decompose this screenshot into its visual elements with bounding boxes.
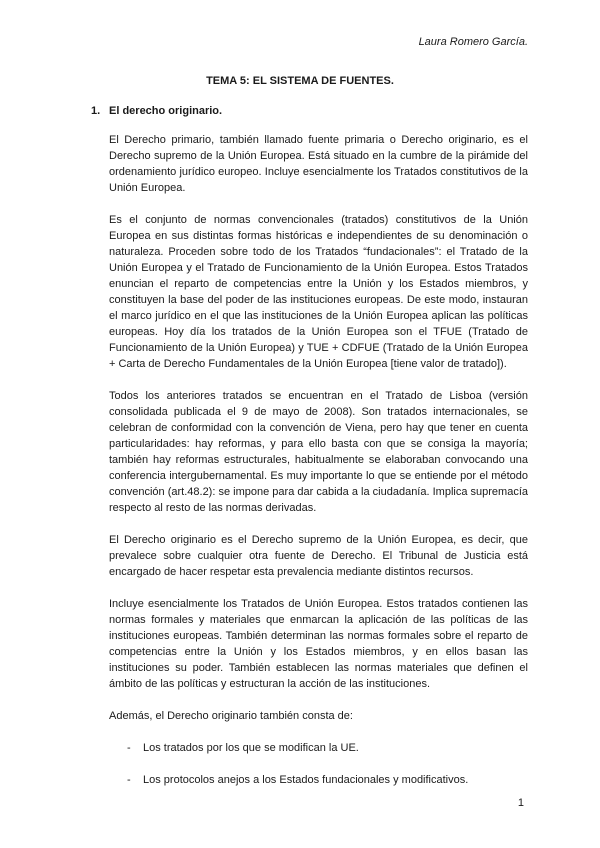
paragraph-derecho-primario: El Derecho primario, también llamado fuente primaria o Derecho originario, es el Derecho supremo de la Unión Europea. Está situado en la cumbre de la pirámide del ordenamiento jurídico europeo. Incluye esencialmente los Tratados constitutivos de la Unión Europea. [109, 134, 528, 194]
paragraph-normas-convencionales: Es el conjunto de normas convencionales (tratados) constitutivos de la Unión Europea en sus distintas formas históricas e independientes de su denominación o naturaleza. Proceden sobre todo de los Tratados “fundacionales”: el Tratado de la Unión Europea y el Tratado de Funcionamiento de la Unión Europea. Estos Tratados enuncian el reparto de competencias entre la Unión y los Estados miembros, y constituyen la base del poder de las instituciones europeas. De este modo, instauran el marco jurídico en el que las instituciones de la Unión Europea aplican las políticas europeas. Hoy día los tratados de la Unión Europea son el TFUE (Tratado de Funcionamiento de la Unión Europea) y TUE + CDFUE (Tratado de la Unión Europea + Carta de Derecho Fundamentales de la Unión Europea [tiene valor de tratado]). [109, 214, 528, 370]
bullet-dash: - [127, 742, 131, 754]
paragraph-derecho-supremo: El Derecho originario es el Derecho supremo de la Unión Europea, es decir, que prevalece sobre cualquier otra fuente de Derecho. El Tribunal de Justicia está encargado de hacer respetar esta prevalencia mediante distintos recursos. [109, 534, 528, 578]
section-body [109, 132, 528, 804]
section-number: 1. [91, 105, 101, 117]
list-item-text: Los protocolos anejos a los Estados fundacionales y modificativos. [143, 774, 469, 786]
list-item [109, 740, 528, 756]
paragraph-tratados-ue: Incluye esencialmente los Tratados de Unión Europea. Estos tratados contienen las normas formales y materiales que enmarcan la aplicación de las políticas de las instituciones europeas. También determinan las normas formales sobre el reparto de competencias entre la Unión y los Estados miembros, y en ellos basan las instituciones su poder. También establecen las normas materiales que definen el ámbito de las políticas y estructuran la acción de las instituciones. [109, 598, 528, 690]
paragraph-tratado-lisboa: Todos los anteriores tratados se encuentran en el Tratado de Lisboa (versión consolidada publicada el 9 de mayo de 2008). Son tratados internacionales, se celebran de conformidad con la convención de Viena, pero hay que tener en cuenta particularidades: hay reformas, y para ello basta con que se consiga la mayoría; también hay reformas estructurales, habitualmente se elaboraban convocando una conferencia intergubernamental. Es muy importante lo que se entiende por el método convención (art.48.2): se impone para dar cabida a la ciudadanía. Implica supremacía respecto al resto de las normas derivadas. [109, 390, 528, 514]
header-author: Laura Romero García. [418, 36, 528, 48]
bullet-list [109, 740, 528, 788]
document-title: TEMA 5: EL SISTEMA DE FUENTES. [206, 75, 394, 87]
list-item [109, 772, 528, 788]
bullet-dash: - [127, 774, 131, 786]
page-number: 1 [517, 797, 524, 809]
section-heading [91, 105, 222, 117]
paragraph-ademas: Además, el Derecho originario también consta de: [109, 710, 353, 722]
section-heading-text: El derecho originario. [109, 105, 223, 117]
list-item-text: Los tratados por los que se modifican la UE. [143, 742, 359, 754]
